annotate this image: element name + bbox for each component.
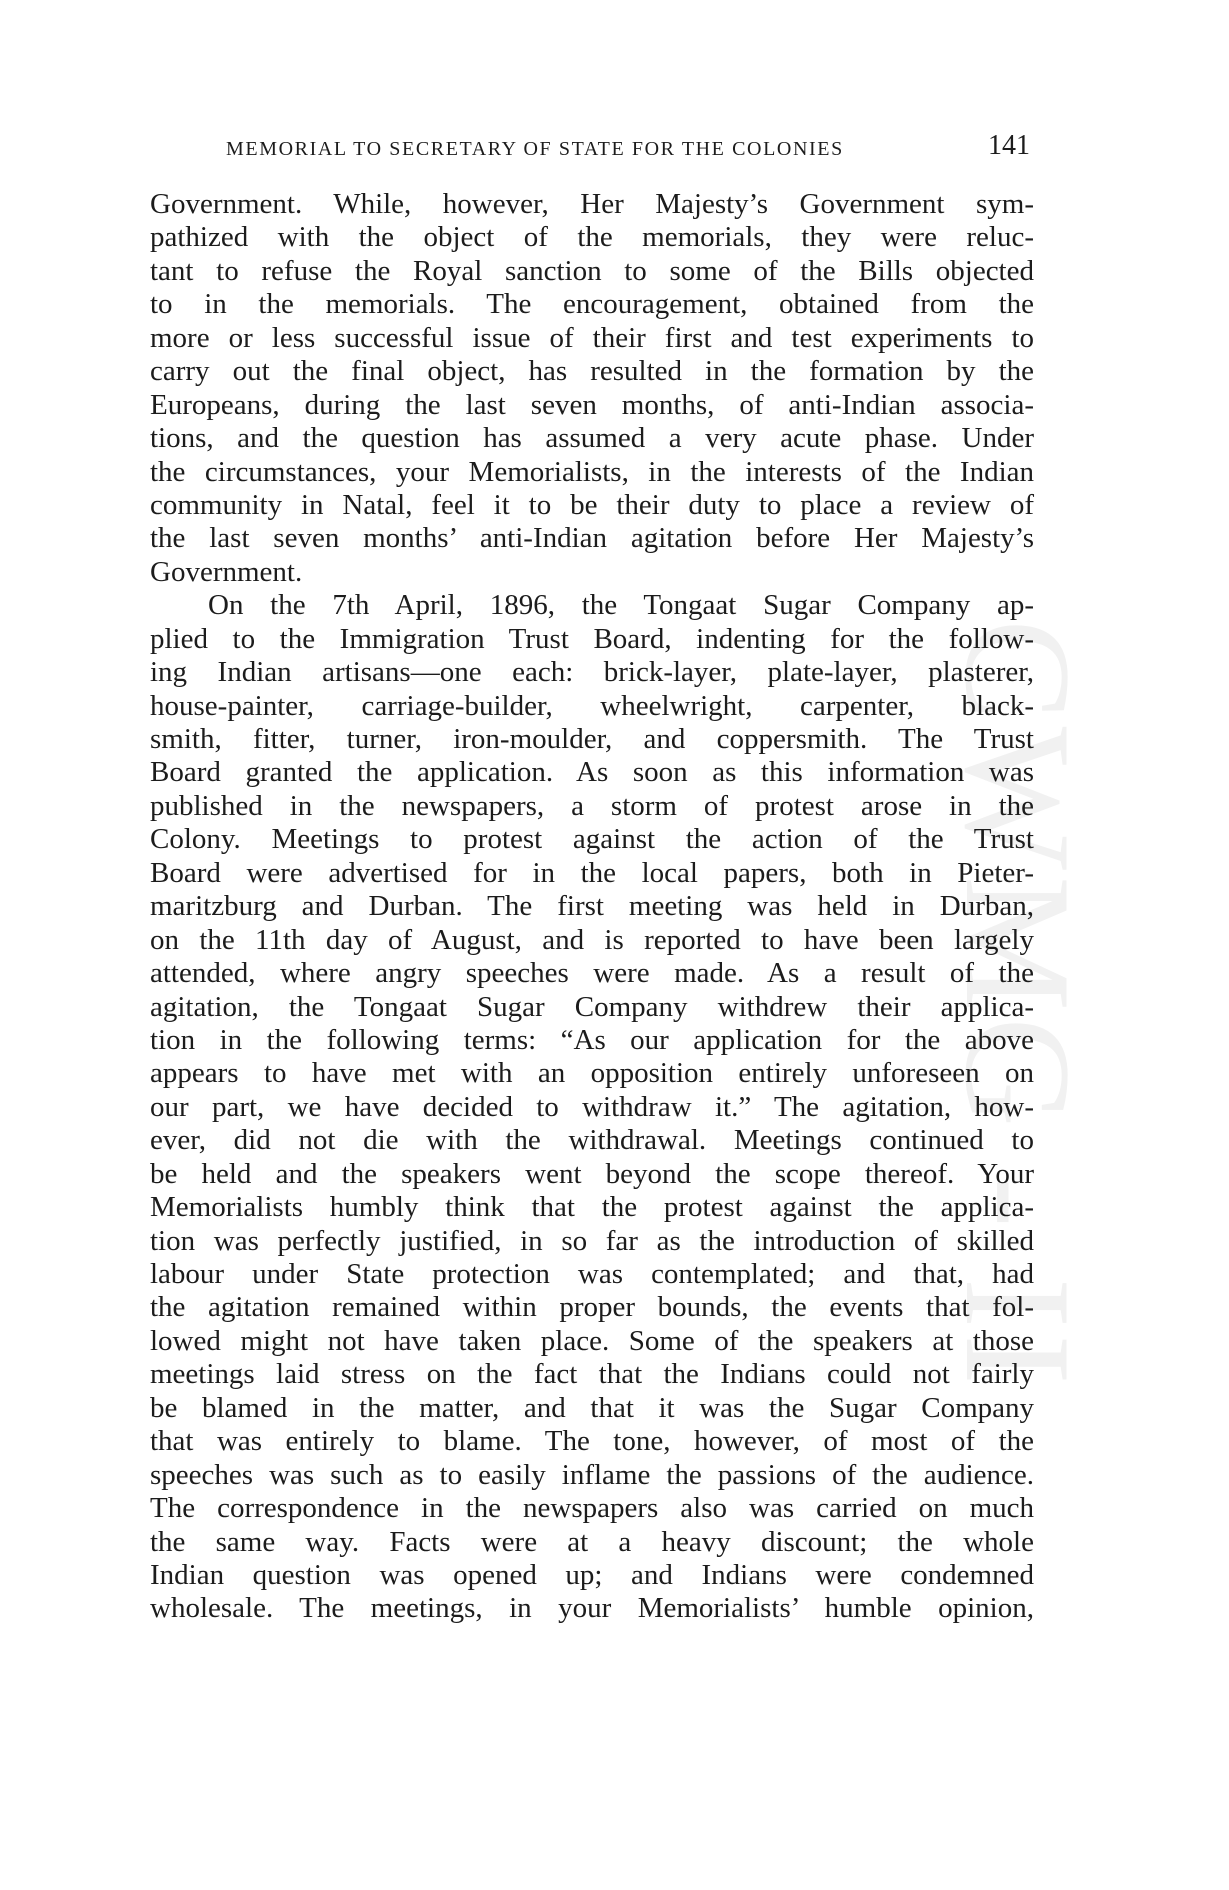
text-line: Board granted the application. As soon as this information was (150, 756, 1034, 789)
text-line: Colony. Meetings to protest against the action of the Trust (150, 823, 1034, 856)
text-line: tion in the following terms: “As our application for the above (150, 1023, 1034, 1056)
text-line: more or less successful issue of their first and test experiments to (150, 321, 1034, 354)
text-line: Indian question was opened up; and Indians were condemned (150, 1558, 1034, 1591)
text-line: house-painter, carriage-builder, wheelwright, carpenter, black- (150, 689, 1034, 722)
watermark: CWMG - II (934, 619, 1102, 1391)
text-line: community in Natal, feel it to be their duty to place a review of (150, 488, 1034, 521)
text-line: The correspondence in the newspapers also was carried on much (150, 1492, 1034, 1525)
text-line: carry out the final object, has resulted in the formation by the (150, 355, 1034, 388)
body-text (150, 188, 1034, 1626)
text-line: ing Indian artisans—one each: brick-layer, plate-layer, plasterer, (150, 656, 1034, 689)
running-head (150, 128, 1030, 168)
text-line: Europeans, during the last seven months, of anti-Indian associa- (150, 388, 1034, 421)
running-title: MEMORIAL TO SECRETARY OF STATE FOR THE COLONIES (226, 138, 844, 160)
text-line: the agitation remained within proper bounds, the events that fol- (150, 1291, 1034, 1324)
text-line: smith, fitter, turner, iron-moulder, and coppersmith. The Trust (150, 723, 1034, 755)
text-line: speeches was such as to easily inflame the passions of the audience. (150, 1458, 1034, 1491)
text-line: Board were advertised for in the local papers, both in Pieter- (150, 856, 1034, 889)
text-line: the last seven months’ anti-Indian agitation before Her Majesty’s (150, 522, 1034, 555)
text-line: appears to have met with an opposition entirely unforeseen on (150, 1057, 1034, 1090)
text-line: wholesale. The meetings, in your Memorialists’ humble opinion, (150, 1592, 1034, 1625)
text-line: lowed might not have taken place. Some of the speakers at those (150, 1324, 1034, 1357)
text-line: the circumstances, your Memorialists, in the interests of the Indian (150, 455, 1034, 488)
page-number: 141 (988, 130, 1030, 161)
text-line: tion was perfectly justified, in so far as the introduction of skilled (150, 1224, 1034, 1257)
text-line: that was entirely to blame. The tone, however, of most of the (150, 1425, 1034, 1458)
text-line: maritzburg and Durban. The first meeting was held in Durban, (150, 890, 1034, 923)
text-line: attended, where angry speeches were made. As a result of the (150, 957, 1034, 990)
text-line: tant to refuse the Royal sanction to some of the Bills objected (150, 254, 1034, 287)
text-line: be held and the speakers went beyond the scope thereof. Your (150, 1157, 1034, 1190)
text-line: tions, and the question has assumed a very acute phase. Under (150, 422, 1034, 455)
paragraph-first-line: On the 7th April, 1896, the Tongaat Sugar Company ap- (208, 589, 1034, 622)
text-line: our part, we have decided to withdraw it.” The agitation, how- (150, 1090, 1034, 1123)
text-line: meetings laid stress on the fact that the Indians could not fairly (150, 1358, 1034, 1391)
text-line: published in the newspapers, a storm of protest arose in the (150, 789, 1034, 822)
text-line: ever, did not die with the withdrawal. Meetings continued to (150, 1124, 1034, 1157)
text-line: be blamed in the matter, and that it was the Sugar Company (150, 1391, 1034, 1424)
text-line: to in the memorials. The encouragement, obtained from the (150, 288, 1034, 321)
text-line: Government. While, however, Her Majesty’s Government sym- (150, 188, 1034, 220)
text-line: plied to the Immigration Trust Board, indenting for the follow- (150, 622, 1034, 655)
text-line: on the 11th day of August, and is reported to have been largely (150, 923, 1034, 956)
text-line: the same way. Facts were at a heavy discount; the whole (150, 1525, 1034, 1558)
text-line: agitation, the Tongaat Sugar Company withdrew their applica- (150, 990, 1034, 1023)
text-line: labour under State protection was contemplated; and that, had (150, 1258, 1034, 1290)
text-line: Government. (150, 555, 303, 588)
text-line: Memorialists humbly think that the protest against the applica- (150, 1191, 1034, 1224)
text-line: pathized with the object of the memorials, they were reluc- (150, 221, 1034, 254)
